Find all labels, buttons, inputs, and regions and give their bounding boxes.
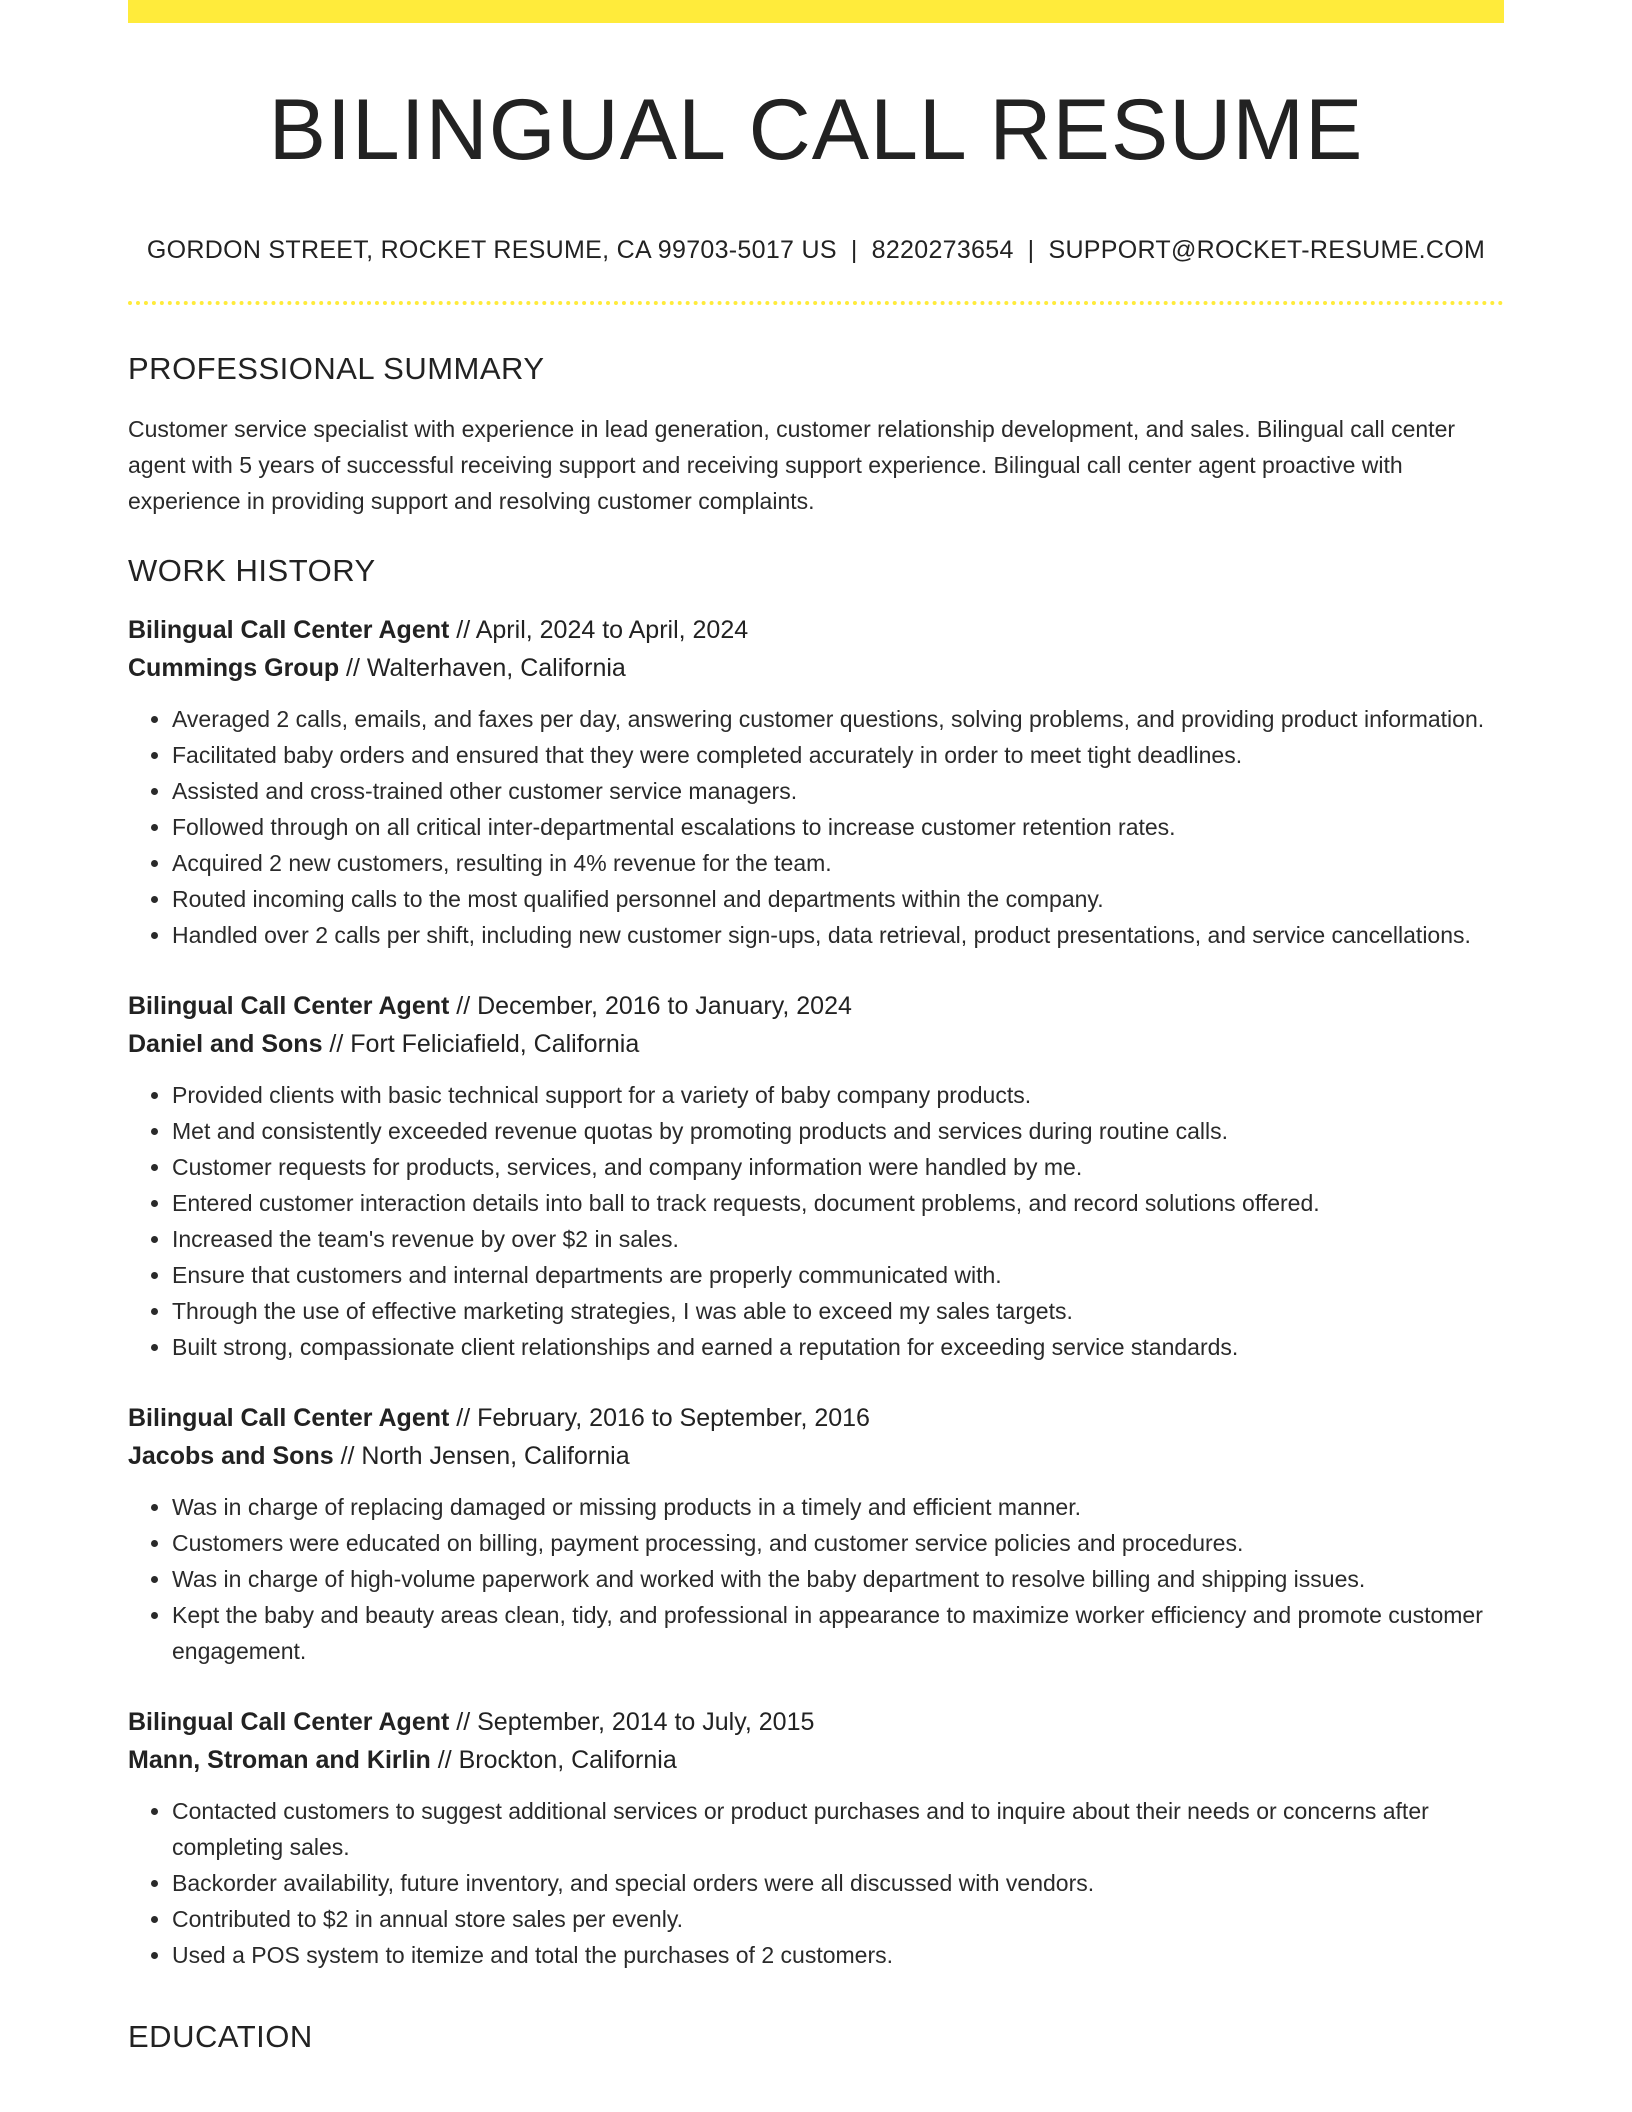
job-title: Bilingual Call Center Agent xyxy=(128,1403,450,1432)
job-bullet: • Was in charge of replacing damaged or missing products in a timely and efficient manner. xyxy=(172,1489,1504,1525)
contact-line xyxy=(128,236,1504,265)
summary-heading: PROFESSIONAL SUMMARY xyxy=(128,350,545,386)
resume-title: BILINGUAL CALL RESUME xyxy=(268,82,1364,178)
job-title-line xyxy=(128,1399,1504,1437)
job-company-line xyxy=(128,649,1504,687)
job-title: Bilingual Call Center Agent xyxy=(128,1707,450,1736)
job-company: Jacobs and Sons xyxy=(128,1441,334,1470)
job-bullet: • Facilitated baby orders and ensured that they were completed accurately in order to meet tight deadlines. xyxy=(172,737,1504,773)
job-bullet: • Provided clients with basic technical support for a variety of baby company products. xyxy=(172,1077,1504,1113)
summary-text: Customer service specialist with experience in lead generation, customer relationship development, and sales. Bilingual call center agent with 5 years of successful receiving support and receiving support experience. Bilingual call center agent proactive with experience in providing support and resolving customer complaints. xyxy=(128,415,1456,514)
job-company: Cummings Group xyxy=(128,653,340,682)
job-title-line xyxy=(128,987,1504,1025)
contact-address: GORDON STREET, ROCKET RESUME, CA 99703-5017 US xyxy=(146,235,837,264)
job-dates: // September, 2014 to July, 2015 xyxy=(449,1707,815,1736)
accent-bar xyxy=(128,0,1504,23)
contact-phone: 8220273654 xyxy=(871,235,1014,264)
education-heading: EDUCATION xyxy=(128,2018,313,2054)
job-dates: // April, 2024 to April, 2024 xyxy=(449,615,749,644)
job-bullet-list xyxy=(128,1489,1504,1669)
job-location: // North Jensen, California xyxy=(333,1441,630,1470)
job-location: // Walterhaven, California xyxy=(339,653,626,682)
job-bullet: • Backorder availability, future inventory, and special orders were all discussed with vendors. xyxy=(172,1865,1504,1901)
job-title: Bilingual Call Center Agent xyxy=(128,991,450,1020)
job-bullet: • Was in charge of high-volume paperwork and worked with the baby department to resolve billing and shipping issues. xyxy=(172,1561,1504,1597)
job-title: Bilingual Call Center Agent xyxy=(128,615,450,644)
job-bullet-list xyxy=(128,1077,1504,1365)
job-company: Daniel and Sons xyxy=(128,1029,323,1058)
job-bullet: • Followed through on all critical inter-departmental escalations to increase customer retention rates. xyxy=(172,809,1504,845)
job-location: // Brockton, California xyxy=(430,1745,677,1774)
job-bullet: • Entered customer interaction details into ball to track requests, document problems, and record solutions offered. xyxy=(172,1185,1504,1221)
work-history-heading: WORK HISTORY xyxy=(128,552,376,588)
job-entry xyxy=(128,1399,1504,1669)
job-title-line xyxy=(128,1703,1504,1741)
job-bullet: • Ensure that customers and internal departments are properly communicated with. xyxy=(172,1257,1504,1293)
work-history-list xyxy=(128,611,1504,1973)
job-bullet: • Handled over 2 calls per shift, including new customer sign-ups, data retrieval, product presentations, and service cancellations. xyxy=(172,917,1504,953)
job-location: // Fort Feliciafield, California xyxy=(322,1029,640,1058)
job-entry xyxy=(128,987,1504,1365)
job-bullet: • Contacted customers to suggest additional services or product purchases and to inquire about their needs or concerns after completing sales. xyxy=(172,1793,1504,1865)
job-bullet-list xyxy=(128,701,1504,953)
resume-page xyxy=(128,0,1504,2055)
job-company-line xyxy=(128,1437,1504,1475)
job-bullet: • Met and consistently exceeded revenue quotas by promoting products and services during routine calls. xyxy=(172,1113,1504,1149)
job-bullet: • Contributed to $2 in annual store sales per evenly. xyxy=(172,1901,1504,1937)
job-bullet: • Used a POS system to itemize and total the purchases of 2 customers. xyxy=(172,1937,1504,1973)
contact-separator: | xyxy=(850,235,858,264)
job-company: Mann, Stroman and Kirlin xyxy=(128,1745,431,1774)
job-company-line xyxy=(128,1741,1504,1779)
job-dates: // February, 2016 to September, 2016 xyxy=(449,1403,870,1432)
job-bullet: • Acquired 2 new customers, resulting in 4% revenue for the team. xyxy=(172,845,1504,881)
job-bullet: • Customers were educated on billing, payment processing, and customer service policies and procedures. xyxy=(172,1525,1504,1561)
contact-separator: | xyxy=(1027,235,1035,264)
job-bullet: • Customer requests for products, services, and company information were handled by me. xyxy=(172,1149,1504,1185)
job-bullet-list xyxy=(128,1793,1504,1973)
job-bullet: • Kept the baby and beauty areas clean, tidy, and professional in appearance to maximize worker efficiency and promote customer engagement. xyxy=(172,1597,1504,1669)
job-bullet: • Built strong, compassionate client relationships and earned a reputation for exceeding service standards. xyxy=(172,1329,1504,1365)
job-dates: // December, 2016 to January, 2024 xyxy=(449,991,852,1020)
job-entry xyxy=(128,1703,1504,1973)
job-bullet: • Routed incoming calls to the most qualified personnel and departments within the company. xyxy=(172,881,1504,917)
job-bullet: • Assisted and cross-trained other customer service managers. xyxy=(172,773,1504,809)
job-bullet: • Increased the team's revenue by over $2 in sales. xyxy=(172,1221,1504,1257)
job-company-line xyxy=(128,1025,1504,1063)
contact-email[interactable]: SUPPORT@ROCKET-RESUME.COM xyxy=(1048,235,1486,264)
job-bullet: • Averaged 2 calls, emails, and faxes per day, answering customer questions, solving problems, and providing product information. xyxy=(172,701,1504,737)
dotted-divider xyxy=(128,301,1504,305)
job-entry xyxy=(128,611,1504,953)
job-title-line xyxy=(128,611,1504,649)
job-bullet: • Through the use of effective marketing strategies, I was able to exceed my sales targets. xyxy=(172,1293,1504,1329)
